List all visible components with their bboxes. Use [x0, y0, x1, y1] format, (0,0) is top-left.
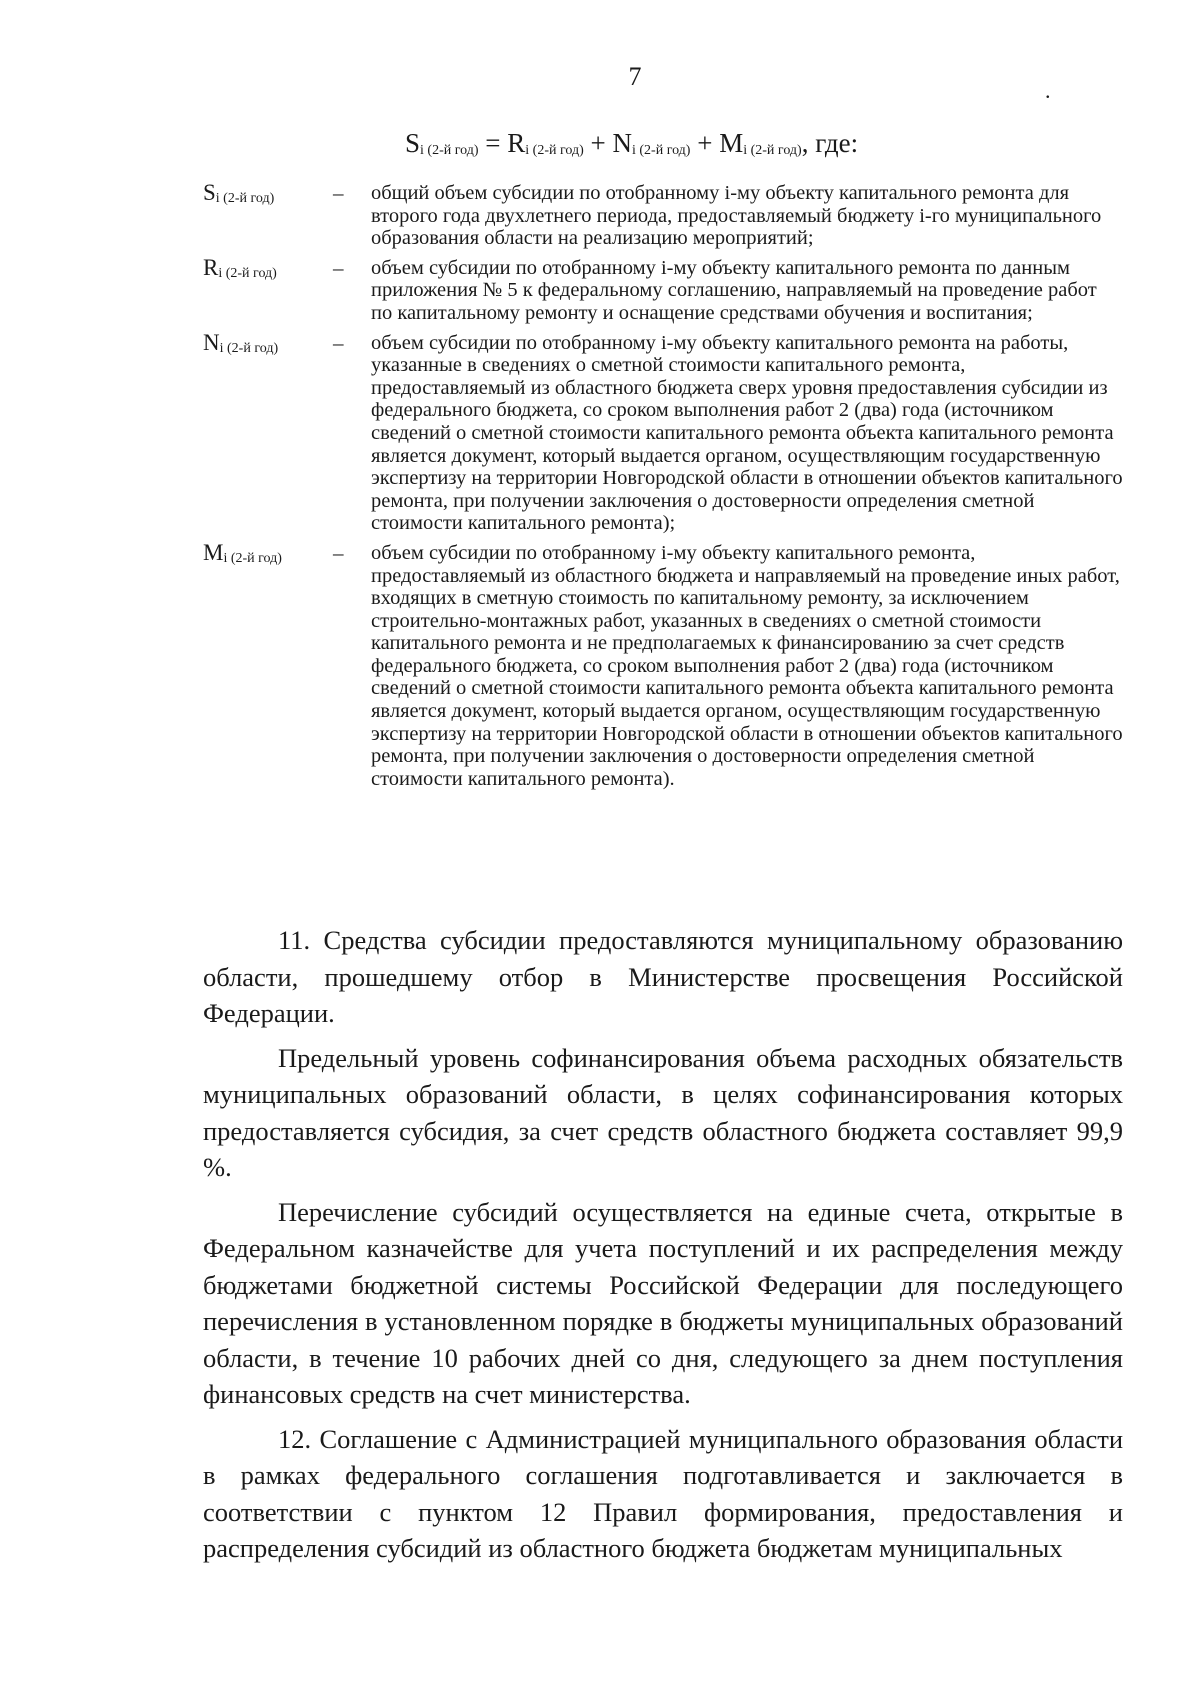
paragraph-transfer: Перечисление субсидий осуществляется на единые счета, открытые в Федеральном казначействе для учета поступлений и их распределения между бюджетами бюджетной системы Российской Федерации для последующего перечисления в установленном порядке в бюджеты муниципальных образований области, в течение 10 рабочих дней со дня, следующего за днем поступления финансовых средств на счет министерства. [203, 1196, 1123, 1409]
formula-m-sub: i (2-й год) [743, 143, 802, 158]
definition-text: общий объем субсидии по отобранному i-му объекту капитального ремонта для второго года двухлетнего периода, предоставляемый бюджету i-го муниципального образования области на реализацию мероприятий; [371, 182, 1102, 250]
page-number: 7 [628, 62, 642, 91]
definition-dash: – [333, 255, 344, 280]
definition-dash: – [333, 330, 344, 355]
definition-dash: – [333, 181, 344, 205]
formula-r: R [507, 128, 526, 158]
formula-n-sub: i (2-й год) [631, 143, 691, 158]
variable-symbol: $R_{i (2-й год)}$ [203, 254, 277, 281]
formula-plus: + [690, 128, 720, 158]
variable-symbol: $N_{i (2-й год)}$ [203, 329, 279, 356]
variable-symbol: $M_{i (2-й год)}$ [203, 539, 282, 566]
variable-symbol: $S_{i (2-й год)}$ [203, 180, 275, 206]
definition-text: объем субсидии по отобранному i-му объекту капитального ремонта, предоставляемый из областного бюджета и направляемый на проведение иных работ, входящих в сметную стоимость по капитальному ремонту, за исключением строительно-монтажных работ, указанных в сведениях о сметной стоимости капитального ремонта и не предполагаемых к финансированию за счет средств федерального бюджета, со сроком выполнения работ 2 (два) года (источником сведений о сметной стоимости капитального ремонта объекта капитального ремонта является документ, который выдается органом, осуществляющим государственную экспертизу на территории Новгородской области в отношении объектов капитального ремонта, при получении заключения о достоверности определения сметной стоимости капитального ремонта). [371, 541, 1123, 790]
formula-plus: + [583, 128, 613, 158]
definition-text: объем субсидии по отобранному i-му объекту капитального ремонта на работы, указанные в сведениях о сметной стоимости капитального ремонта, предоставляемый из областного бюджета сверх уровня предоставления субсидии из федерального бюджета, со сроком выполнения работ 2 (два) года (источником сведений о сметной стоимости капитального ремонта объекта капитального ремонта является документ, который выдается органом, осуществляющим государственную экспертизу на территории Новгородской области в отношении объектов капитального ремонта, при получении заключения о достоверности определения сметной стоимости капитального ремонта); [371, 331, 1123, 535]
formula [405, 128, 858, 159]
scan-mark: . [1045, 78, 1051, 103]
formula-m: M [719, 128, 744, 158]
paragraph-12: 12. Соглашение с Администрацией муниципального образования области в рамках федерального соглашения подготавливается и заключается в соответствии с пунктом 12 Правил формирования, предоставления и распределения субсидий из областного бюджета бюджетам муниципальных [203, 1423, 1123, 1563]
variable-definitions [203, 182, 1123, 797]
body-text [203, 922, 1123, 1575]
formula-n: N [612, 128, 632, 158]
definition-s [203, 182, 1123, 250]
definition-text: объем субсидии по отобранному i-му объекту капитального ремонта по данным приложения № 5 к федеральному соглашению, направляемый на проведение работ по капитальному ремонту и оснащение средствами обучения и воспитания; [371, 256, 1097, 324]
formula-s: S [405, 128, 421, 158]
definition-m [203, 539, 1123, 791]
definition-n [203, 329, 1123, 535]
paragraph-11: 11. Средства субсидии предоставляются муниципальному образованию области, прошедшему отбор в Министерстве просвещения Российской Федерации. [203, 925, 1123, 1028]
definition-r [203, 254, 1123, 325]
formula-s-sub: i (2-й год) [420, 143, 479, 158]
formula-tail: , где: [801, 128, 859, 158]
formula-eq: = [478, 128, 508, 158]
paragraph-cofinancing: Предельный уровень софинансирования объема расходных обязательств муниципальных образований области, в целях софинансирования которых предоставляется субсидия, за счет средств областного бюджета составляет 99,9 %. [203, 1042, 1123, 1182]
definition-dash: – [333, 540, 344, 565]
formula-r-sub: i (2-й год) [525, 143, 584, 158]
